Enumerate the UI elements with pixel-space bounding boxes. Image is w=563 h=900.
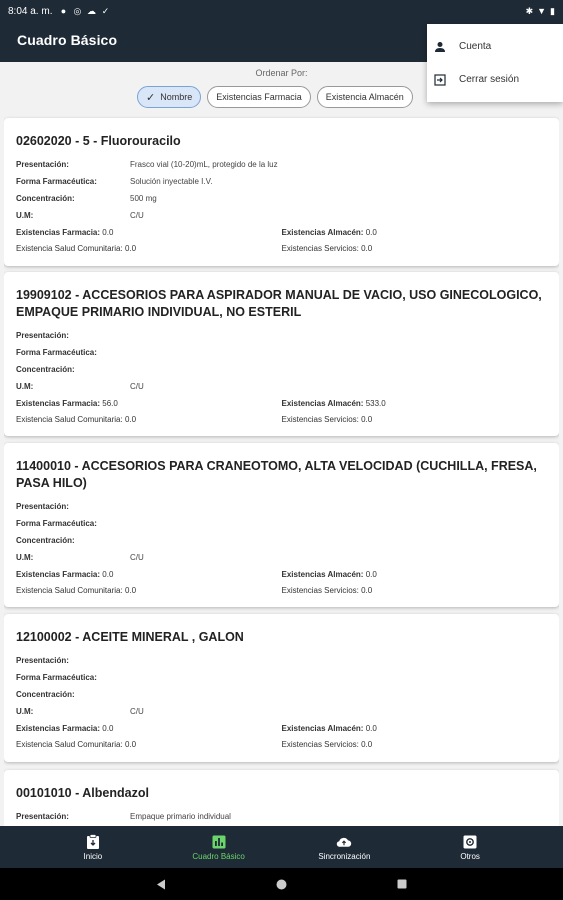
label-presentacion: Presentación: [16, 812, 69, 821]
sort-chips [137, 86, 413, 108]
value-ex-salud: 0.0 [124, 243, 137, 253]
nav-sincronizacion[interactable] [299, 826, 389, 868]
page-title: Cuadro Básico [17, 32, 118, 48]
value-ex-farmacia: 56.0 [102, 398, 118, 408]
nav-cuadro-basico[interactable] [174, 826, 264, 868]
value-ex-salud: 0.0 [124, 739, 137, 749]
nav-label: Otros [460, 851, 480, 861]
value-ex-servicios: 0.0 [361, 739, 373, 749]
value-forma: Solución inyectable I.V. [130, 177, 213, 186]
label-forma: Forma Farmacéutica: [16, 673, 97, 682]
value-ex-farmacia: 0.0 [102, 227, 114, 237]
menu-item-label: Cerrar sesión [459, 74, 520, 85]
label-um: U.M: [16, 553, 34, 562]
label-concentracion: Concentración: [16, 536, 75, 545]
status-right-icons [526, 6, 555, 17]
value-ex-farmacia: 0.0 [102, 723, 114, 733]
value-concentracion: 500 mg [130, 194, 157, 203]
item-title: 00101010 - Albendazol [16, 786, 149, 800]
value-ex-almacen: 0.0 [365, 723, 377, 733]
overflow-menu [427, 24, 563, 102]
nav-label: Inicio [83, 851, 103, 861]
system-nav-bar [0, 868, 563, 900]
label-presentacion: Presentación: [16, 331, 69, 340]
sync-icon: ◎ [73, 6, 82, 16]
label-ex-salud: Existencia Salud Comunitaria: [16, 585, 123, 595]
label-ex-almacen: Existencias Almacén: [281, 569, 364, 579]
list-item[interactable] [4, 443, 559, 607]
list-item[interactable] [4, 614, 559, 762]
label-um: U.M: [16, 382, 34, 391]
label-ex-salud: Existencia Salud Comunitaria: [16, 414, 123, 424]
chip-label: Existencias Farmacia [216, 92, 302, 102]
label-ex-farmacia: Existencias Farmacia: [16, 398, 101, 408]
value-ex-servicios: 0.0 [361, 243, 373, 253]
value-um: C/U [130, 553, 144, 562]
nav-otros[interactable] [425, 826, 515, 868]
person-icon [433, 40, 447, 54]
item-list [4, 116, 559, 826]
sort-chip-existencia-almacen[interactable] [317, 86, 413, 108]
label-um: U.M: [16, 211, 34, 220]
sort-chip-nombre[interactable] [137, 86, 201, 108]
value-ex-almacen: 533.0 [365, 398, 386, 408]
back-icon[interactable] [156, 879, 166, 890]
label-ex-servicios: Existencias Servicios: [281, 739, 359, 749]
wifi-icon: ▼ [537, 6, 547, 16]
label-ex-servicios: Existencias Servicios: [281, 414, 359, 424]
label-ex-almacen: Existencias Almacén: [281, 227, 364, 237]
bar-chart-icon [211, 834, 227, 850]
label-concentracion: Concentración: [16, 690, 75, 699]
label-ex-farmacia: Existencias Farmacia: [16, 227, 101, 237]
label-ex-farmacia: Existencias Farmacia: [16, 569, 101, 579]
menu-item-account[interactable] [427, 30, 563, 63]
list-item[interactable] [4, 118, 559, 266]
item-title: 12100002 - ACEITE MINERAL , GALON [16, 630, 244, 644]
value-presentacion: Frasco vial (10-20)mL, protegido de la luz [130, 160, 278, 169]
menu-item-logout[interactable] [427, 63, 563, 96]
label-presentacion: Presentación: [16, 502, 69, 511]
value-ex-farmacia: 0.0 [102, 569, 114, 579]
label-forma: Forma Farmacéutica: [16, 177, 97, 186]
label-ex-salud: Existencia Salud Comunitaria: [16, 739, 123, 749]
check-icon: ✓ [101, 6, 110, 16]
label-forma: Forma Farmacéutica: [16, 348, 97, 357]
recents-icon[interactable] [397, 879, 407, 889]
label-ex-servicios: Existencias Servicios: [281, 585, 359, 595]
item-title: 02602020 - 5 - Fluorouracilo [16, 134, 181, 148]
value-um: C/U [130, 211, 144, 220]
chip-label: Existencia Almacén [325, 92, 404, 102]
cloud-upload-icon [336, 834, 352, 850]
label-ex-farmacia: Existencias Farmacia: [16, 723, 101, 733]
item-title: 19909102 - ACCESORIOS PARA ASPIRADOR MANUAL DE VACIO, USO GINECOLOGICO, EMPAQUE PRIMARIO INDIVIDUAL, NO ESTERIL [16, 288, 542, 319]
check-icon: ✓ [146, 91, 156, 104]
list-item[interactable] [4, 770, 559, 826]
value-ex-almacen: 0.0 [365, 227, 377, 237]
bottom-nav [0, 826, 563, 868]
value-ex-salud: 0.0 [124, 414, 137, 424]
label-forma: Forma Farmacéutica: [16, 519, 97, 528]
status-bar [0, 0, 563, 22]
nav-label: Sincronización [318, 851, 371, 861]
sort-chip-existencias-farmacia[interactable] [207, 86, 311, 108]
value-ex-servicios: 0.0 [361, 585, 373, 595]
value-presentacion: Empaque primario individual [130, 812, 231, 821]
value-um: C/U [130, 707, 144, 716]
value-ex-almacen: 0.0 [365, 569, 377, 579]
item-title: 11400010 - ACCESORIOS PARA CRANEOTOMO, ALTA VELOCIDAD (CUCHILLA, FRESA, PASA HILO) [16, 459, 537, 490]
value-ex-servicios: 0.0 [361, 414, 373, 424]
label-ex-servicios: Existencias Servicios: [281, 243, 359, 253]
alert-icon: ● [60, 6, 67, 16]
menu-item-label: Cuenta [459, 41, 492, 52]
battery-icon: ▮ [550, 5, 555, 16]
cloud-icon: ☁ [86, 6, 96, 16]
nav-label: Cuadro Básico [192, 851, 245, 861]
label-ex-salud: Existencia Salud Comunitaria: [16, 243, 123, 253]
label-ex-almacen: Existencias Almacén: [281, 723, 364, 733]
status-time: 8:04 a. m. [8, 5, 53, 17]
list-item[interactable] [4, 272, 559, 436]
label-concentracion: Concentración: [16, 194, 75, 203]
logout-icon [433, 73, 447, 87]
bluetooth-icon: ✱ [525, 5, 534, 16]
value-ex-salud: 0.0 [124, 585, 137, 595]
sort-label: Ordenar Por: [255, 68, 308, 78]
chip-label: Nombre [160, 92, 193, 102]
clipboard-icon [85, 834, 101, 850]
nav-inicio[interactable] [48, 826, 138, 868]
label-ex-almacen: Existencias Almacén: [281, 398, 364, 408]
settings-box-icon [462, 834, 478, 850]
label-concentracion: Concentración: [16, 365, 75, 374]
label-um: U.M: [16, 707, 34, 716]
home-icon[interactable] [276, 879, 287, 890]
value-um: C/U [130, 382, 144, 391]
label-presentacion: Presentación: [16, 160, 69, 169]
label-presentacion: Presentación: [16, 656, 69, 665]
